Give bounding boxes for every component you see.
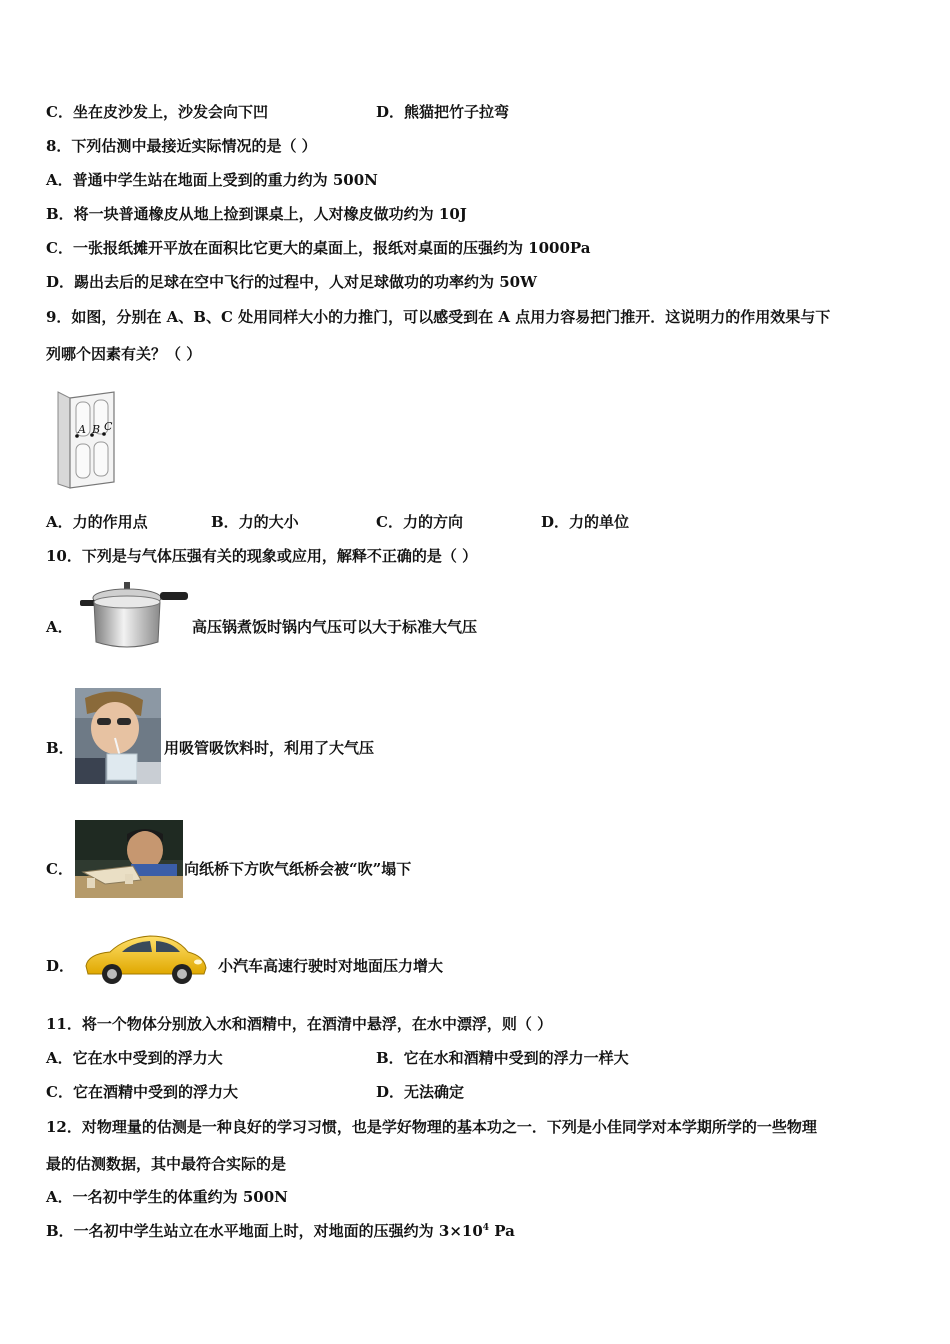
q9-stem-line2: 列哪个因素有关？（ ）: [46, 345, 202, 363]
q11-option-a: A．它在水中受到的浮力大: [46, 1049, 223, 1067]
q9-option-a: A．力的作用点: [46, 513, 148, 531]
q10-option-c-label: C．: [46, 860, 73, 878]
q9-option-d: D．力的单位: [541, 513, 630, 531]
q10-option-c-text: 向纸桥下方吹气纸桥会被“吹”塌下: [184, 860, 412, 878]
q12-option-b-exponent: 4: [482, 1223, 490, 1233]
q10-option-d-text: 小汽车高速行驶时对地面压力增大: [218, 957, 444, 975]
q12-stem-line1: 12．对物理量的估测是一种良好的学习习惯，也是学好物理的基本功之一．下列是小佳同学对本学期所学的一些物理: [46, 1118, 817, 1136]
q7-option-d: D．熊猫把竹子拉弯: [376, 103, 510, 121]
paper-bridge-image: [75, 820, 183, 898]
q10-option-a-label: A．: [46, 618, 73, 636]
yellow-car-image: [80, 930, 210, 986]
q8-option-a: A．普通中学生站在地面上受到的重力约为 500N: [46, 171, 378, 189]
door-figure: [56, 388, 126, 490]
q7-option-c: C．坐在皮沙发上，沙发会向下凹: [46, 103, 268, 121]
straw-drinking-image: [75, 688, 161, 784]
door-label-b: B: [92, 423, 101, 436]
q8-option-d: D．踢出去后的足球在空中飞行的过程中，人对足球做功的功率约为 50W: [46, 273, 537, 291]
q12-stem-line2: 最的估测数据，其中最符合实际的是: [46, 1155, 287, 1173]
q11-option-b: B．它在水和酒精中受到的浮力一样大: [376, 1049, 629, 1067]
q10-option-b-label: B．: [46, 739, 74, 757]
q11-option-d: D．无法确定: [376, 1083, 465, 1101]
q9-option-b: B．力的大小: [211, 513, 299, 531]
q12-option-b: [46, 1221, 515, 1241]
q12-option-b-unit: Pa: [489, 1222, 515, 1240]
q8-option-c: C．一张报纸摊开平放在面积比它更大的桌面上，报纸对桌面的压强约为 1000Pa: [46, 239, 591, 257]
door-label-a: A: [78, 423, 86, 436]
q10-option-d-label: D．: [46, 957, 75, 975]
q10-option-b-text: 用吸管吸饮料时，利用了大气压: [164, 739, 375, 757]
q12-option-b-text: B．一名初中学生站立在水平地面上时，对地面的压强约为 3×10: [46, 1222, 483, 1240]
q11-option-c: C．它在酒精中受到的浮力大: [46, 1083, 238, 1101]
q11-stem: 11．将一个物体分别放入水和酒精中，在酒清中悬浮，在水中漂浮，则（ ）: [46, 1015, 553, 1033]
q9-option-c: C．力的方向: [376, 513, 463, 531]
q10-stem: 10．下列是与气体压强有关的现象或应用，解释不正确的是（ ）: [46, 547, 478, 565]
door-label-c: C: [104, 420, 113, 433]
q8-stem: 8．下列估测中最接近实际情况的是（ ）: [46, 137, 317, 155]
q8-option-b: B．将一块普通橡皮从地上捡到课桌上，人对橡皮做功约为 10J: [46, 205, 467, 223]
q9-stem-line1: 9．如图，分别在 A、B、C 处用同样大小的力推门，可以感受到在 A 点用力容易把门推开．这说明力的作用效果与下: [46, 308, 831, 326]
q10-option-a-text: 高压锅煮饭时锅内气压可以大于标准大气压: [192, 618, 478, 636]
pressure-cooker-image: [78, 580, 190, 652]
q12-option-a: A．一名初中学生的体重约为 500N: [46, 1188, 288, 1206]
